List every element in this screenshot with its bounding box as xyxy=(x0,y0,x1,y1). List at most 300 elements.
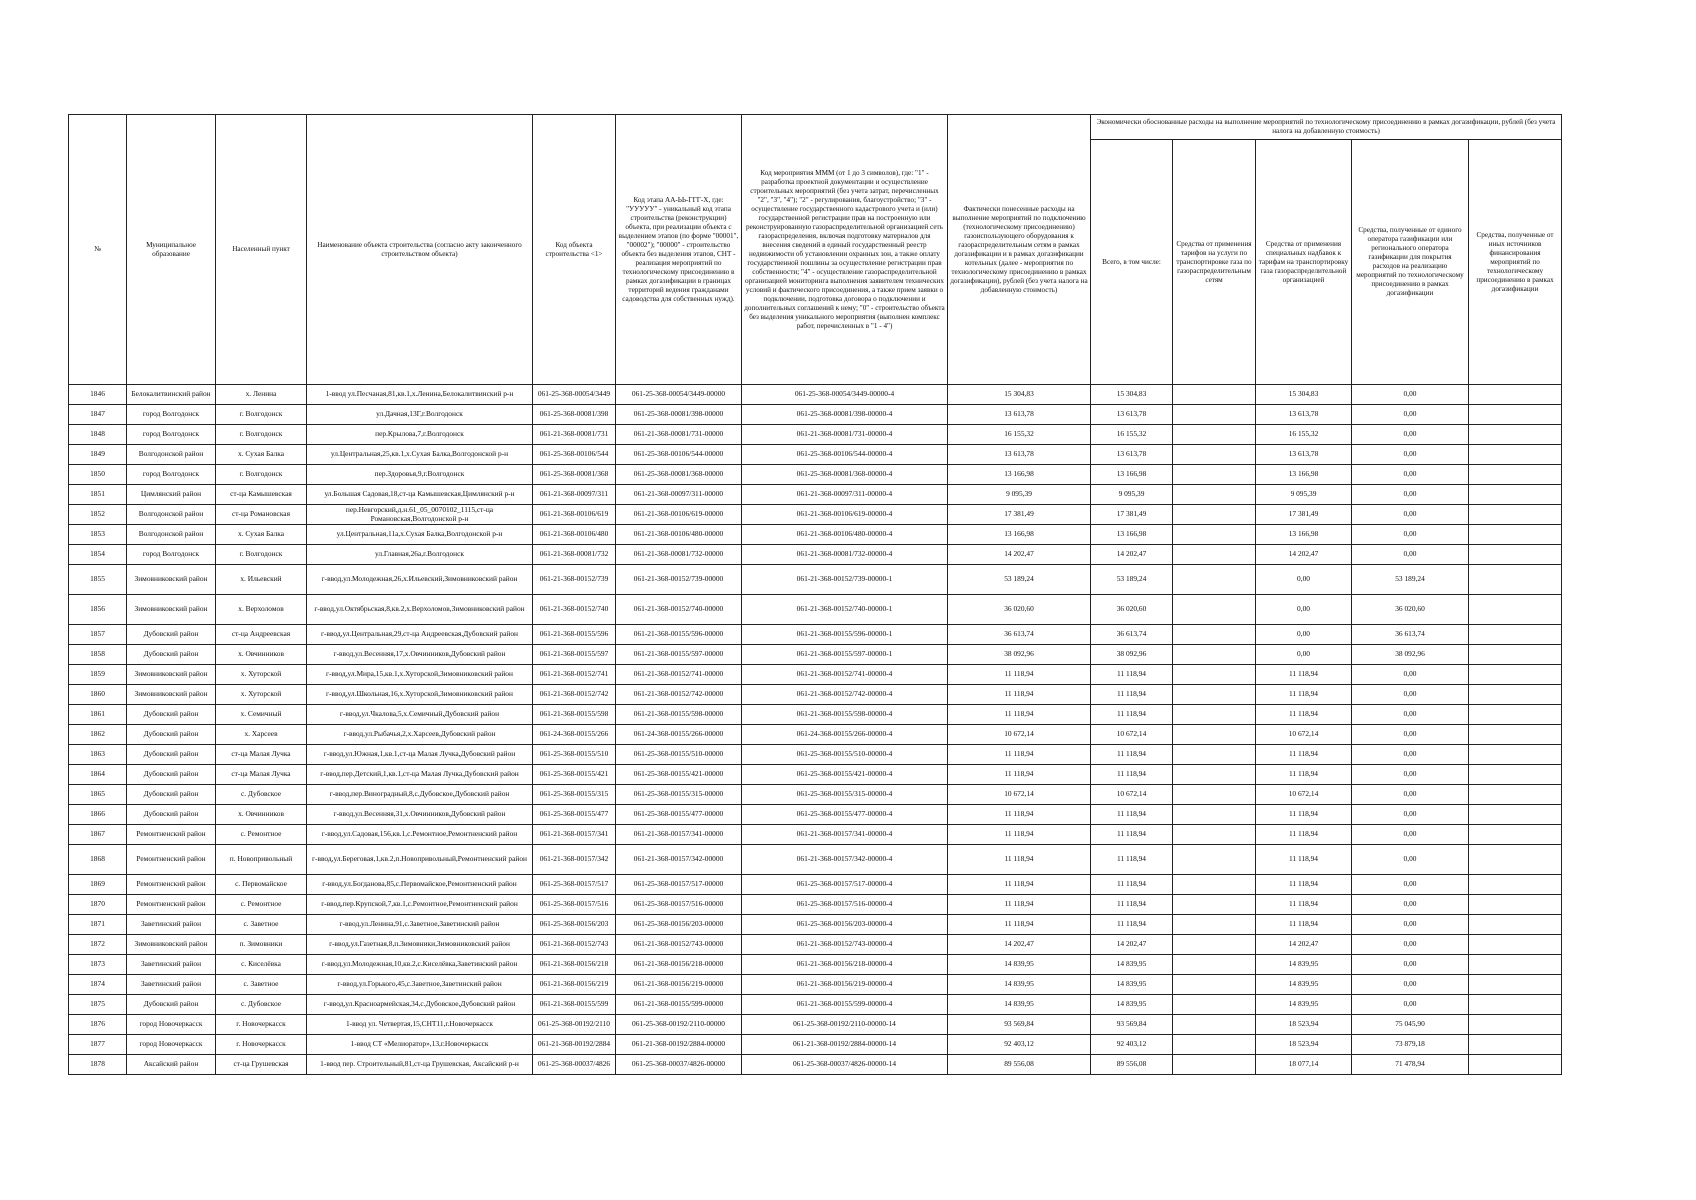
cell-actual-costs: 11 118,94 xyxy=(948,875,1091,895)
cell-stage-code: 061-21-368-00155/596-00000 xyxy=(616,625,742,645)
cell-other-sources xyxy=(1469,805,1562,825)
cell-other-sources xyxy=(1469,705,1562,725)
cell-actual-costs: 89 556,08 xyxy=(948,1055,1091,1075)
cell-row-number: 1870 xyxy=(69,895,127,915)
cell-total: 10 672,14 xyxy=(1091,785,1173,805)
cell-row-number: 1864 xyxy=(69,765,127,785)
cell-stage-code: 061-25-368-00155/421-00000 xyxy=(616,765,742,785)
cell-row-number: 1859 xyxy=(69,665,127,685)
cell-tariff-transport xyxy=(1173,1015,1256,1035)
cell-row-number: 1871 xyxy=(69,915,127,935)
cell-event-code: 061-21-368-00152/739-00000-1 xyxy=(742,565,948,595)
cell-object-name: пер.Крылова,7,г.Волгодонск xyxy=(307,425,533,445)
cell-object-code: 061-25-368-00054/3449 xyxy=(533,385,616,405)
cell-other-sources xyxy=(1469,1015,1562,1035)
cell-row-number: 1856 xyxy=(69,595,127,625)
cell-object-code: 061-21-368-00097/311 xyxy=(533,485,616,505)
cell-object-code: 061-21-368-00081/731 xyxy=(533,425,616,445)
cell-object-code: 061-25-368-00157/516 xyxy=(533,895,616,915)
table-row xyxy=(69,825,1562,845)
table-row xyxy=(69,425,1562,445)
cell-object-name: 1-ввод СТ «Мелиоратор»,13,г.Новочеркасск xyxy=(307,1035,533,1055)
cell-stage-code: 061-24-368-00155/266-00000 xyxy=(616,725,742,745)
cell-tariff-transport xyxy=(1173,895,1256,915)
cell-event-code: 061-21-368-00155/599-00000-4 xyxy=(742,995,948,1015)
cell-stage-code: 061-21-368-00155/597-00000 xyxy=(616,645,742,665)
cell-total: 89 556,08 xyxy=(1091,1055,1173,1075)
header-event-code: Код мероприятия ММM (от 1 до 3 символов), где: "1" - разработка проектной документации и осуществление строительных мероприятий (без учета затрат, перечисленных "2", "3", "4"); "2" - регулирования, благоустройство; "3" - осуществление государственного кадастрового учета и (или) государственной регистрации прав на построенную или реконструированную газораспределительной организацией сеть газораспределения, включая подготовку материалов для внесения сведений в единый государственный реестр недвижимости об установлении охранных зон, а также оплату государственной пошлины за осуществление регистрации прав собственности; "4" - осуществление газораспределительной организацией мониторинга выполнения заявителем технических условий и фактического присоединения, а также прием заявки о подключении, подготовка договора о подключении и дополнительных соглашений к нему; "0" - строительство объекта без выделения уникального мероприятия (выполнен комплекс работ, перечисленных в "1 - 4") xyxy=(742,115,948,385)
cell-object-code: 061-21-368-00152/740 xyxy=(533,595,616,625)
cell-single-operator: 71 478,94 xyxy=(1352,1055,1469,1075)
table-row xyxy=(69,705,1562,725)
cell-tariff-transport xyxy=(1173,875,1256,895)
cell-settlement: с. Дубовское xyxy=(216,995,307,1015)
cell-municipality: город Волгодонск xyxy=(127,425,216,445)
cell-object-name: г-ввод,ул.Весенняя,31,х.Овчинников,Дубовский район xyxy=(307,805,533,825)
cell-tariff-transport xyxy=(1173,825,1256,845)
cell-tariff-transport xyxy=(1173,665,1256,685)
cell-event-code: 061-25-368-00037/4826-00000-14 xyxy=(742,1055,948,1075)
cell-stage-code: 061-25-368-00157/517-00000 xyxy=(616,875,742,895)
table-body xyxy=(69,385,1562,1075)
cell-total: 11 118,94 xyxy=(1091,805,1173,825)
cell-stage-code: 061-21-368-00156/218-00000 xyxy=(616,955,742,975)
cell-municipality: Ремонтненский район xyxy=(127,875,216,895)
cell-actual-costs: 14 839,95 xyxy=(948,975,1091,995)
cell-actual-costs: 38 092,96 xyxy=(948,645,1091,665)
cell-other-sources xyxy=(1469,625,1562,645)
header-municipality: Муниципальное образование xyxy=(127,115,216,385)
cell-single-operator: 0,00 xyxy=(1352,425,1469,445)
cell-stage-code: 061-21-368-00157/341-00000 xyxy=(616,825,742,845)
cell-single-operator: 0,00 xyxy=(1352,995,1469,1015)
cell-other-sources xyxy=(1469,565,1562,595)
cell-row-number: 1862 xyxy=(69,725,127,745)
cell-tariff-transport xyxy=(1173,1035,1256,1055)
cell-settlement: ст-ца Малая Лучка xyxy=(216,765,307,785)
cell-actual-costs: 13 166,98 xyxy=(948,525,1091,545)
cell-object-name: г-ввод,ул.Ленина,91,с.Заветное,Заветинский район xyxy=(307,915,533,935)
table-row xyxy=(69,1015,1562,1035)
cell-municipality: Ремонтненский район xyxy=(127,825,216,845)
cell-single-operator: 0,00 xyxy=(1352,505,1469,525)
cell-special-markups: 11 118,94 xyxy=(1256,845,1352,875)
cell-object-name: г-ввод,ул.Мира,15,кв.1,х.Хуторской,Зимовниковский район xyxy=(307,665,533,685)
cell-special-markups: 11 118,94 xyxy=(1256,825,1352,845)
cell-tariff-transport xyxy=(1173,935,1256,955)
cell-other-sources xyxy=(1469,665,1562,685)
cell-settlement: х. Сухая Балка xyxy=(216,525,307,545)
cell-single-operator: 0,00 xyxy=(1352,485,1469,505)
cell-event-code: 061-21-368-00152/740-00000-1 xyxy=(742,595,948,625)
cell-settlement: х. Хуторской xyxy=(216,665,307,685)
cell-event-code: 061-25-368-00155/315-00000-4 xyxy=(742,785,948,805)
cell-municipality: город Новочеркасск xyxy=(127,1015,216,1035)
cell-object-code: 061-25-368-00106/544 xyxy=(533,445,616,465)
cell-total: 16 155,32 xyxy=(1091,425,1173,445)
cell-object-code: 061-21-368-00152/742 xyxy=(533,685,616,705)
cell-object-name: г-ввод,ул.Богданова,85,с.Первомайское,Ремонтненский район xyxy=(307,875,533,895)
cell-total: 13 613,78 xyxy=(1091,405,1173,425)
cell-settlement: х. Ленина xyxy=(216,385,307,405)
cell-settlement: п. Зимовники xyxy=(216,935,307,955)
cell-settlement: ст-ца Камышевская xyxy=(216,485,307,505)
cell-settlement: г. Волгодонск xyxy=(216,405,307,425)
cell-actual-costs: 53 189,24 xyxy=(948,565,1091,595)
cell-other-sources xyxy=(1469,405,1562,425)
cell-event-code: 061-21-368-00155/596-00000-1 xyxy=(742,625,948,645)
cell-object-name: ул.Центральная,11а,х.Сухая Балка,Волгодонской р-н xyxy=(307,525,533,545)
cell-object-code: 061-21-368-00192/2884 xyxy=(533,1035,616,1055)
cell-other-sources xyxy=(1469,895,1562,915)
cell-stage-code: 061-21-368-00106/619-00000 xyxy=(616,505,742,525)
cell-event-code: 061-24-368-00155/266-00000-4 xyxy=(742,725,948,745)
cell-other-sources xyxy=(1469,595,1562,625)
cell-special-markups: 17 381,49 xyxy=(1256,505,1352,525)
cell-row-number: 1877 xyxy=(69,1035,127,1055)
cell-special-markups: 11 118,94 xyxy=(1256,875,1352,895)
cell-event-code: 061-21-368-00152/741-00000-4 xyxy=(742,665,948,685)
cell-object-code: 061-21-368-00156/219 xyxy=(533,975,616,995)
cell-total: 11 118,94 xyxy=(1091,765,1173,785)
header-special-markups: Средства от применения специальных надбавок к тарифам на транспортировку газа газораспределительной организацией xyxy=(1256,140,1352,385)
cell-row-number: 1873 xyxy=(69,955,127,975)
cell-tariff-transport xyxy=(1173,425,1256,445)
cell-object-code: 061-21-368-00152/741 xyxy=(533,665,616,685)
cell-object-name: г-ввод,ул.Горького,45,с.Заветное,Заветинский район xyxy=(307,975,533,995)
cell-municipality: город Новочеркасск xyxy=(127,1035,216,1055)
cell-tariff-transport xyxy=(1173,955,1256,975)
cell-single-operator: 75 045,90 xyxy=(1352,1015,1469,1035)
cell-single-operator: 0,00 xyxy=(1352,915,1469,935)
cell-settlement: г. Волгодонск xyxy=(216,465,307,485)
cell-object-name: г-ввод,ул.Газетная,8,п.Зимовники,Зимовниковский район xyxy=(307,935,533,955)
cell-other-sources xyxy=(1469,785,1562,805)
cell-actual-costs: 11 118,94 xyxy=(948,895,1091,915)
cell-single-operator: 0,00 xyxy=(1352,785,1469,805)
cell-stage-code: 061-21-368-00155/599-00000 xyxy=(616,995,742,1015)
cell-total: 53 189,24 xyxy=(1091,565,1173,595)
cell-row-number: 1872 xyxy=(69,935,127,955)
cell-municipality: Зимовниковский район xyxy=(127,935,216,955)
cell-actual-costs: 10 672,14 xyxy=(948,725,1091,745)
cell-actual-costs: 11 118,94 xyxy=(948,705,1091,725)
cell-object-name: г-ввод,ул.Октябрьская,8,кв.2,х.Верхоломов,Зимовниковский район xyxy=(307,595,533,625)
cell-settlement: х. Ильевский xyxy=(216,565,307,595)
cell-actual-costs: 11 118,94 xyxy=(948,825,1091,845)
cell-total: 38 092,96 xyxy=(1091,645,1173,665)
cell-actual-costs: 36 020,60 xyxy=(948,595,1091,625)
cell-stage-code: 061-25-368-00037/4826-00000 xyxy=(616,1055,742,1075)
cell-total: 11 118,94 xyxy=(1091,875,1173,895)
cell-row-number: 1875 xyxy=(69,995,127,1015)
cell-special-markups: 14 839,95 xyxy=(1256,955,1352,975)
cell-event-code: 061-21-368-00155/598-00000-4 xyxy=(742,705,948,725)
cell-actual-costs: 13 166,98 xyxy=(948,465,1091,485)
cell-special-markups: 13 166,98 xyxy=(1256,525,1352,545)
cell-special-markups: 11 118,94 xyxy=(1256,765,1352,785)
cell-special-markups: 11 118,94 xyxy=(1256,915,1352,935)
cell-object-code: 061-21-368-00157/341 xyxy=(533,825,616,845)
cell-event-code: 061-25-368-00157/516-00000-4 xyxy=(742,895,948,915)
cell-total: 14 202,47 xyxy=(1091,935,1173,955)
cell-tariff-transport xyxy=(1173,445,1256,465)
cell-tariff-transport xyxy=(1173,685,1256,705)
cell-total: 11 118,94 xyxy=(1091,825,1173,845)
cell-row-number: 1852 xyxy=(69,505,127,525)
cell-object-name: г-ввод,ул.Молодежная,26,х.Ильевский,Зимовниковский район xyxy=(307,565,533,595)
cell-special-markups: 0,00 xyxy=(1256,645,1352,665)
cell-object-code: 061-21-368-00106/619 xyxy=(533,505,616,525)
cell-other-sources xyxy=(1469,955,1562,975)
cell-stage-code: 061-21-368-00081/731-00000 xyxy=(616,425,742,445)
cell-total: 14 839,95 xyxy=(1091,955,1173,975)
table-row xyxy=(69,1055,1562,1075)
cell-settlement: с. Ремонтное xyxy=(216,825,307,845)
cell-total: 13 166,98 xyxy=(1091,465,1173,485)
cell-tariff-transport xyxy=(1173,465,1256,485)
cell-settlement: х. Сухая Балка xyxy=(216,445,307,465)
cell-municipality: Дубовский район xyxy=(127,725,216,745)
cell-object-code: 061-25-368-00192/2110 xyxy=(533,1015,616,1035)
cell-row-number: 1851 xyxy=(69,485,127,505)
cell-single-operator: 0,00 xyxy=(1352,935,1469,955)
cell-municipality: Дубовский район xyxy=(127,765,216,785)
cell-other-sources xyxy=(1469,915,1562,935)
cell-object-code: 061-21-368-00155/598 xyxy=(533,705,616,725)
cell-single-operator: 73 879,18 xyxy=(1352,1035,1469,1055)
cell-actual-costs: 36 613,74 xyxy=(948,625,1091,645)
cell-row-number: 1860 xyxy=(69,685,127,705)
cell-special-markups: 10 672,14 xyxy=(1256,725,1352,745)
cell-other-sources xyxy=(1469,485,1562,505)
cell-municipality: Зимовниковский район xyxy=(127,665,216,685)
cell-row-number: 1874 xyxy=(69,975,127,995)
cell-total: 11 118,94 xyxy=(1091,685,1173,705)
cell-special-markups: 11 118,94 xyxy=(1256,665,1352,685)
cell-municipality: Белокалитвинский район xyxy=(127,385,216,405)
cell-other-sources xyxy=(1469,975,1562,995)
cell-municipality: Заветинский район xyxy=(127,915,216,935)
cell-settlement: г. Волгодонск xyxy=(216,425,307,445)
table-row xyxy=(69,685,1562,705)
cell-other-sources xyxy=(1469,1055,1562,1075)
cell-other-sources xyxy=(1469,545,1562,565)
cell-special-markups: 10 672,14 xyxy=(1256,785,1352,805)
cell-stage-code: 061-21-368-00097/311-00000 xyxy=(616,485,742,505)
cell-other-sources xyxy=(1469,875,1562,895)
cell-object-code: 061-25-368-00081/398 xyxy=(533,405,616,425)
cell-special-markups: 13 613,78 xyxy=(1256,405,1352,425)
cell-tariff-transport xyxy=(1173,845,1256,875)
cell-tariff-transport xyxy=(1173,645,1256,665)
cell-object-name: 1-ввод ул.Песчаная,81,кв.1,х.Ленина,Белокалитвинский р-н xyxy=(307,385,533,405)
cell-object-code: 061-25-368-00157/517 xyxy=(533,875,616,895)
cell-total: 93 569,84 xyxy=(1091,1015,1173,1035)
cell-event-code: 061-25-368-00155/421-00000-4 xyxy=(742,765,948,785)
table-row xyxy=(69,525,1562,545)
cell-object-name: ул.Главная,26а,г.Волгодонск xyxy=(307,545,533,565)
table-row xyxy=(69,785,1562,805)
cell-single-operator: 0,00 xyxy=(1352,955,1469,975)
cell-municipality: Зимовниковский район xyxy=(127,595,216,625)
cell-special-markups: 18 523,94 xyxy=(1256,1015,1352,1035)
cell-municipality: Дубовский район xyxy=(127,625,216,645)
cell-row-number: 1866 xyxy=(69,805,127,825)
table-row xyxy=(69,445,1562,465)
header-object-code: Код объекта строительства <1> xyxy=(533,115,616,385)
cell-stage-code: 061-25-368-00155/477-00000 xyxy=(616,805,742,825)
cell-tariff-transport xyxy=(1173,525,1256,545)
cell-total: 11 118,94 xyxy=(1091,705,1173,725)
table-row xyxy=(69,595,1562,625)
cell-other-sources xyxy=(1469,995,1562,1015)
cell-municipality: город Волгодонск xyxy=(127,465,216,485)
cell-object-code: 061-21-368-00081/732 xyxy=(533,545,616,565)
table-row xyxy=(69,995,1562,1015)
cell-event-code: 061-21-368-00081/732-00000-4 xyxy=(742,545,948,565)
cell-single-operator: 0,00 xyxy=(1352,405,1469,425)
cell-single-operator: 0,00 xyxy=(1352,975,1469,995)
cell-municipality: Заветинский район xyxy=(127,975,216,995)
cell-municipality: Дубовский район xyxy=(127,995,216,1015)
cell-single-operator: 0,00 xyxy=(1352,385,1469,405)
cell-row-number: 1858 xyxy=(69,645,127,665)
cell-single-operator: 0,00 xyxy=(1352,545,1469,565)
cell-municipality: Дубовский район xyxy=(127,705,216,725)
cell-special-markups: 14 839,95 xyxy=(1256,995,1352,1015)
cell-tariff-transport xyxy=(1173,405,1256,425)
cell-settlement: х. Овчинников xyxy=(216,645,307,665)
cell-single-operator: 0,00 xyxy=(1352,745,1469,765)
cell-settlement: п. Новопривольный xyxy=(216,845,307,875)
cell-special-markups: 16 155,32 xyxy=(1256,425,1352,445)
cell-tariff-transport xyxy=(1173,565,1256,595)
cell-row-number: 1853 xyxy=(69,525,127,545)
cell-special-markups: 18 523,94 xyxy=(1256,1035,1352,1055)
table-row xyxy=(69,845,1562,875)
table-row xyxy=(69,875,1562,895)
cell-tariff-transport xyxy=(1173,765,1256,785)
cell-special-markups: 0,00 xyxy=(1256,595,1352,625)
cell-settlement: х. Верхоломов xyxy=(216,595,307,625)
cell-tariff-transport xyxy=(1173,385,1256,405)
cell-object-code: 061-21-368-00155/597 xyxy=(533,645,616,665)
cell-actual-costs: 16 155,32 xyxy=(948,425,1091,445)
cell-single-operator: 0,00 xyxy=(1352,845,1469,875)
cell-special-markups: 13 613,78 xyxy=(1256,445,1352,465)
table-row xyxy=(69,645,1562,665)
cell-single-operator: 0,00 xyxy=(1352,805,1469,825)
cell-row-number: 1855 xyxy=(69,565,127,595)
cell-object-name: ул.Дачная,13Г,г.Волгодонск xyxy=(307,405,533,425)
cell-settlement: с. Первомайское xyxy=(216,875,307,895)
header-settlement: Населенный пункт xyxy=(216,115,307,385)
cell-object-code: 061-24-368-00155/266 xyxy=(533,725,616,745)
cell-row-number: 1878 xyxy=(69,1055,127,1075)
cell-stage-code: 061-25-368-00054/3449-00000 xyxy=(616,385,742,405)
cell-stage-code: 061-21-368-00152/739-00000 xyxy=(616,565,742,595)
cell-single-operator: 0,00 xyxy=(1352,875,1469,895)
cell-object-name: г-ввод,пер.Виноградный,8,с.Дубовское,Дубовский район xyxy=(307,785,533,805)
cell-row-number: 1868 xyxy=(69,845,127,875)
cell-total: 11 118,94 xyxy=(1091,895,1173,915)
header-econ-group: Экономически обоснованные расходы на выполнение мероприятий по технологическому присоединению в рамках догазификации, рублей (без учета налога на добавленную стоимость) xyxy=(1091,115,1562,140)
cell-stage-code: 061-21-368-00152/741-00000 xyxy=(616,665,742,685)
cell-tariff-transport xyxy=(1173,805,1256,825)
table-row xyxy=(69,465,1562,485)
cell-settlement: г. Новочеркасск xyxy=(216,1015,307,1035)
cell-single-operator: 0,00 xyxy=(1352,465,1469,485)
cell-other-sources xyxy=(1469,505,1562,525)
header-tariff-transport: Средства от применения тарифов на услуги по транспортировке газа по газораспределительным сетям xyxy=(1173,140,1256,385)
cell-actual-costs: 11 118,94 xyxy=(948,745,1091,765)
cell-row-number: 1867 xyxy=(69,825,127,845)
cell-total: 17 381,49 xyxy=(1091,505,1173,525)
table-row xyxy=(69,975,1562,995)
cell-other-sources xyxy=(1469,765,1562,785)
cell-single-operator: 0,00 xyxy=(1352,445,1469,465)
cell-other-sources xyxy=(1469,465,1562,485)
cell-actual-costs: 10 672,14 xyxy=(948,785,1091,805)
cell-object-name: г-ввод,ул.Рыбачья,2,х.Харсеев,Дубовский район xyxy=(307,725,533,745)
cell-actual-costs: 14 202,47 xyxy=(948,935,1091,955)
cell-event-code: 061-21-368-00192/2884-00000-14 xyxy=(742,1035,948,1055)
connection-register-table xyxy=(68,114,1562,1075)
cell-actual-costs: 92 403,12 xyxy=(948,1035,1091,1055)
cell-row-number: 1846 xyxy=(69,385,127,405)
cell-event-code: 061-21-368-00106/619-00000-4 xyxy=(742,505,948,525)
cell-settlement: х. Хуторской xyxy=(216,685,307,705)
cell-single-operator: 0,00 xyxy=(1352,765,1469,785)
cell-tariff-transport xyxy=(1173,745,1256,765)
cell-row-number: 1850 xyxy=(69,465,127,485)
cell-tariff-transport xyxy=(1173,915,1256,935)
cell-single-operator: 36 020,60 xyxy=(1352,595,1469,625)
cell-municipality: город Волгодонск xyxy=(127,405,216,425)
cell-special-markups: 11 118,94 xyxy=(1256,895,1352,915)
header-total: Всего, в том числе: xyxy=(1091,140,1173,385)
table-row xyxy=(69,805,1562,825)
cell-event-code: 061-25-368-00192/2110-00000-14 xyxy=(742,1015,948,1035)
cell-municipality: Зимовниковский район xyxy=(127,685,216,705)
cell-object-name: г-ввод,ул.Южная,1,кв.1,ст-ца Малая Лучка,Дубовский район xyxy=(307,745,533,765)
cell-municipality: Волгодонской район xyxy=(127,505,216,525)
cell-other-sources xyxy=(1469,825,1562,845)
cell-tariff-transport xyxy=(1173,625,1256,645)
cell-tariff-transport xyxy=(1173,485,1256,505)
cell-settlement: ст-ца Романовская xyxy=(216,505,307,525)
cell-settlement: х. Овчинников xyxy=(216,805,307,825)
table-header xyxy=(69,115,1562,385)
cell-total: 13 613,78 xyxy=(1091,445,1173,465)
cell-total: 36 613,74 xyxy=(1091,625,1173,645)
cell-municipality: город Волгодонск xyxy=(127,545,216,565)
cell-row-number: 1848 xyxy=(69,425,127,445)
cell-single-operator: 0,00 xyxy=(1352,705,1469,725)
cell-object-name: г-ввод,ул.Чкалова,5,х.Семичный,Дубовский район xyxy=(307,705,533,725)
cell-municipality: Дубовский район xyxy=(127,805,216,825)
cell-stage-code: 061-21-368-00081/732-00000 xyxy=(616,545,742,565)
cell-special-markups: 11 118,94 xyxy=(1256,705,1352,725)
cell-row-number: 1865 xyxy=(69,785,127,805)
cell-total: 11 118,94 xyxy=(1091,745,1173,765)
cell-actual-costs: 14 839,95 xyxy=(948,955,1091,975)
cell-event-code: 061-21-368-00156/218-00000-4 xyxy=(742,955,948,975)
cell-settlement: с. Ремонтное xyxy=(216,895,307,915)
cell-settlement: с. Киселёвка xyxy=(216,955,307,975)
cell-event-code: 061-21-368-00152/742-00000-4 xyxy=(742,685,948,705)
